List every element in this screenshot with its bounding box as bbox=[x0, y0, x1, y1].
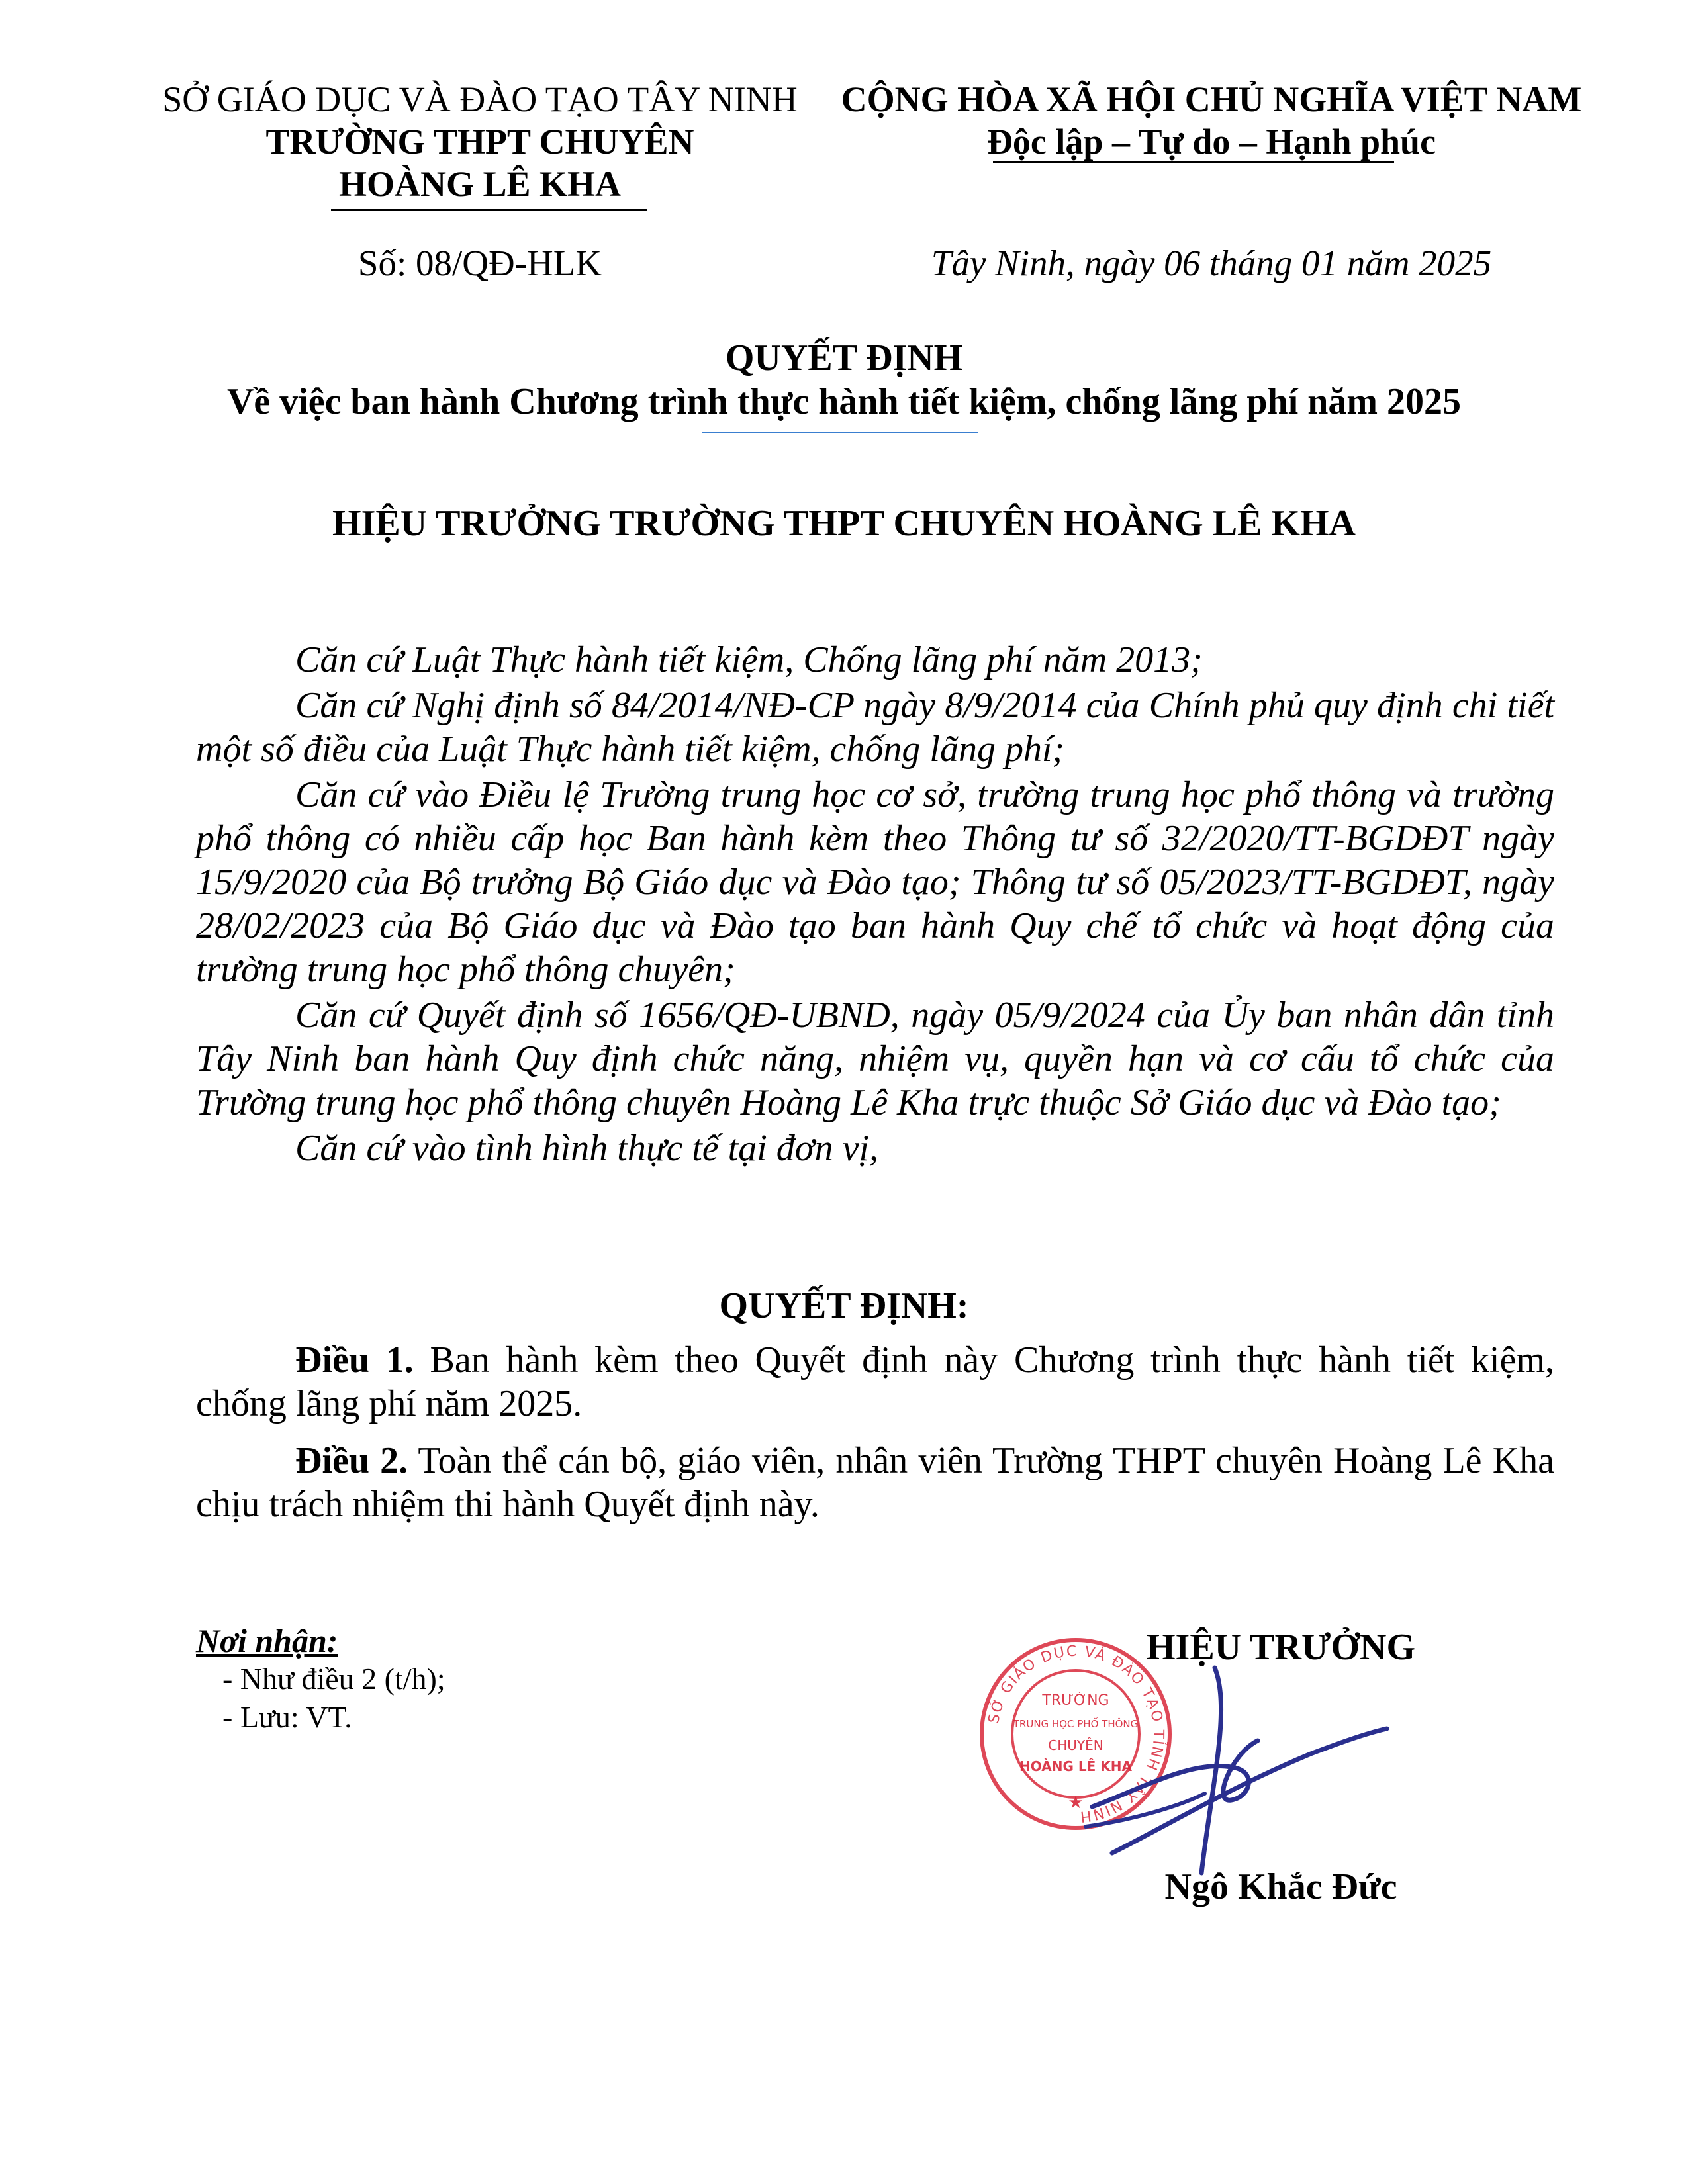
article-1 bbox=[196, 1338, 1554, 1426]
decision-subject: Về việc ban hành Chương trình thực hành tiết kiệm, chống lãng phí năm 2025 bbox=[226, 381, 1462, 422]
school-name-line1: TRƯỜNG THPT CHUYÊN bbox=[265, 122, 694, 161]
seal-line4: HOÀNG LÊ KHA bbox=[1019, 1758, 1132, 1774]
recipients-heading: Nơi nhận: bbox=[196, 1622, 338, 1659]
decision-heading: QUYẾT ĐỊNH: bbox=[719, 1285, 969, 1326]
decision-title: QUYẾT ĐỊNH bbox=[725, 338, 963, 379]
seal-outer-text: SỞ GIÁO DỤC VÀ ĐÀO TẠO TỈNH TÂY NINH bbox=[986, 1643, 1167, 1825]
motto: Độc lập – Tự do – Hạnh phúc bbox=[986, 122, 1436, 161]
articles bbox=[196, 1338, 1554, 1528]
school-name-line2: HOÀNG LÊ KHA bbox=[338, 164, 622, 204]
article-text: Ban hành kèm theo Quyết định này Chương trình thực hành tiết kiệm, chống lãng phí năm 2025. bbox=[196, 1340, 1555, 1424]
issuing-agency bbox=[139, 78, 821, 205]
article-text: Toàn thể cán bộ, giáo viên, nhân viên Trường THPT chuyên Hoàng Lê Kha chịu trách nhiệm thi hành Quyết định này. bbox=[196, 1440, 1554, 1525]
article-2 bbox=[196, 1439, 1554, 1526]
recipient-item: - Lưu: VT. bbox=[222, 1700, 352, 1734]
signer-name: Ngô Khắc Đức bbox=[1164, 1866, 1397, 1907]
agency-underline bbox=[331, 209, 647, 211]
country-name: CỘNG HÒA XÃ HỘI CHỦ NGHĨA VIỆT NAM bbox=[841, 79, 1582, 119]
article-label: Điều 1. bbox=[295, 1340, 414, 1381]
seal-line1: TRƯỜNG bbox=[1042, 1692, 1109, 1709]
article-label: Điều 2. bbox=[295, 1440, 408, 1481]
recipients bbox=[196, 1621, 792, 1737]
issuing-authority: HIỆU TRƯỞNG TRƯỜNG THPT CHUYÊN HOÀNG LÊ KHA bbox=[332, 503, 1356, 544]
preamble-item: Căn cứ vào tình hình thực tế tại đơn vị, bbox=[295, 1128, 879, 1169]
department-name: SỞ GIÁO DỤC VÀ ĐÀO TẠO TÂY NINH bbox=[162, 79, 798, 119]
signer-title: HIỆU TRƯỞNG bbox=[1146, 1627, 1416, 1668]
seal-line3: CHUYÊN bbox=[1048, 1737, 1103, 1753]
handwritten-signature bbox=[1033, 1655, 1403, 1893]
place-and-date: Tây Ninh, ngày 06 tháng 01 năm 2025 bbox=[931, 243, 1492, 283]
document-number: Số: 08/QĐ-HLK bbox=[357, 243, 602, 283]
preamble-item: Căn cứ Nghị định số 84/2014/NĐ-CP ngày 8/9/2014 của Chính phủ quy định chi tiết một số điều của Luật Thực hành tiết kiệm, chống lãng phí; bbox=[196, 685, 1554, 770]
seal-line2: TRUNG HỌC PHỔ THÔNG bbox=[1013, 1718, 1139, 1730]
preamble-item: Căn cứ Quyết định số 1656/QĐ-UBND, ngày 05/9/2024 của Ủy ban nhân dân tỉnh Tây Ninh ban hành Quy định chức năng, nhiệm vụ, quyền hạn và cơ cấu tổ chức của Trường trung học phổ thông chuyên Hoàng Lê Kha trực thuộc Sở Giáo dục và Đào tạo; bbox=[196, 995, 1554, 1123]
motto-underline bbox=[993, 161, 1394, 163]
subject-underline bbox=[702, 432, 978, 433]
preamble bbox=[196, 638, 1554, 1172]
preamble-item: Căn cứ vào Điều lệ Trường trung học cơ sở, trường trung học phổ thông và trường phổ thông có nhiều cấp học Ban hành kèm theo Thông tư số 32/2020/TT-BGDĐT ngày 15/9/2020 của Bộ trưởng Bộ Giáo dục và Đào tạo; Thông tư số 05/2023/TT-BGDĐT, ngày 28/02/2023 của Bộ Giáo dục và Đào tạo ban hành Quy chế tổ chức và hoạt động của trường trung học phổ thông chuyên; bbox=[196, 774, 1554, 990]
national-motto bbox=[827, 78, 1595, 163]
recipient-item: - Như điều 2 (t/h); bbox=[222, 1662, 445, 1696]
preamble-item: Căn cứ Luật Thực hành tiết kiệm, Chống lãng phí năm 2013; bbox=[295, 639, 1203, 680]
seal-star-icon: ★ bbox=[1068, 1793, 1084, 1813]
